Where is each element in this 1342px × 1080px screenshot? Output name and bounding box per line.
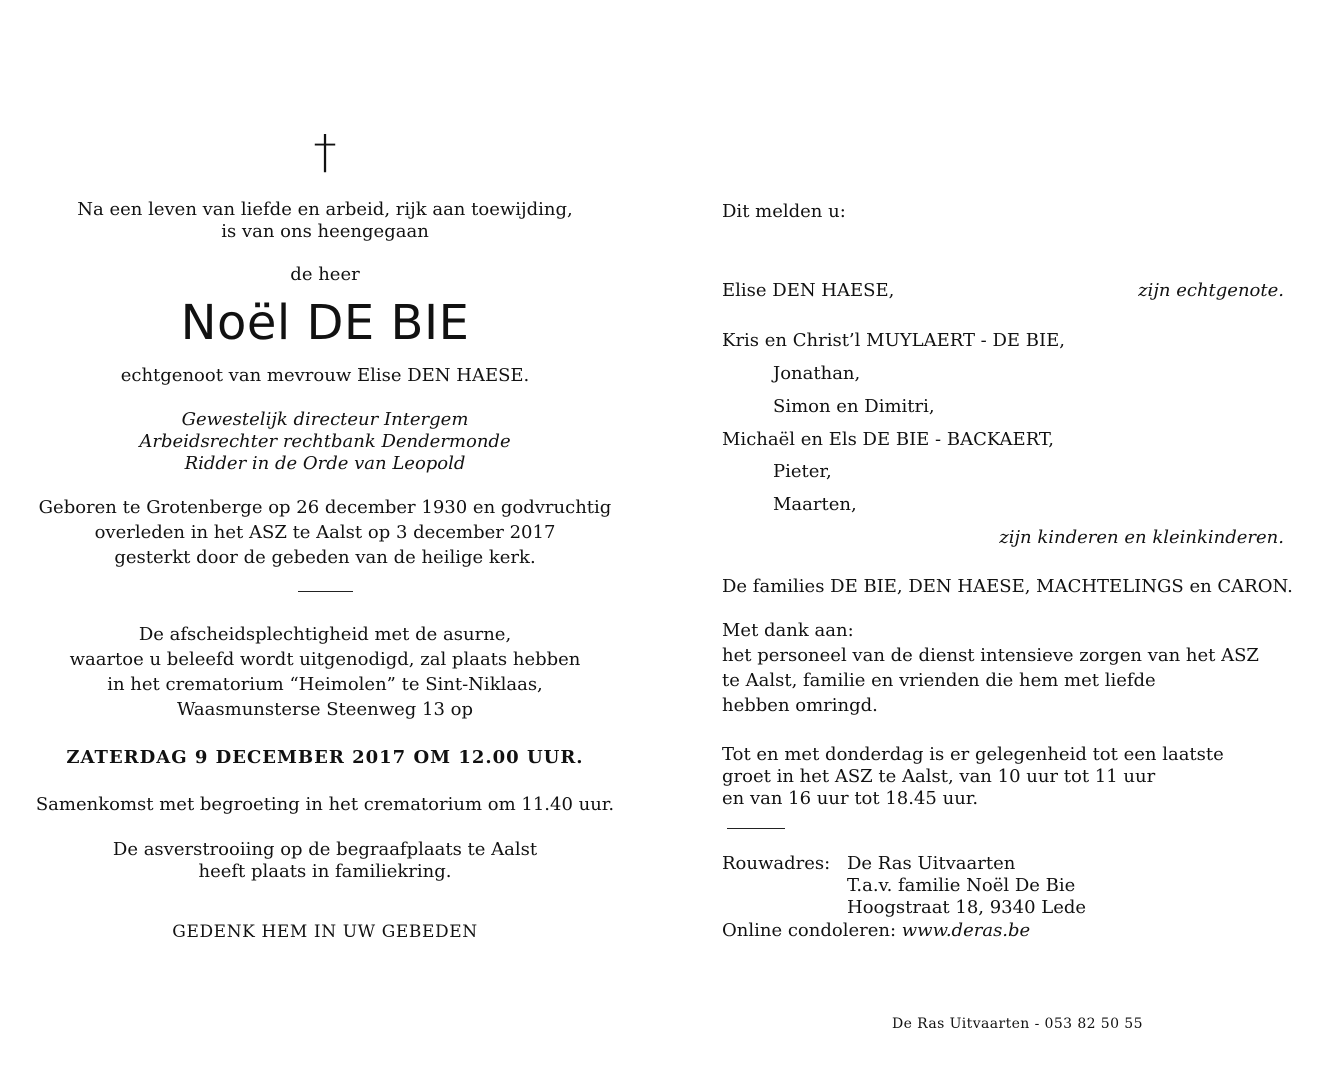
ceremony-date: ZATERDAG 9 DECEMBER 2017 OM 12.00 UUR.	[66, 747, 584, 768]
ceremony-line-1: De afscheidsplechtigheid met de asurne,	[138, 624, 512, 645]
ceremony-line-2: waartoe u beleefd wordt uitgenodigd, zal plaats hebben	[69, 649, 581, 670]
thanks-line-4: hebben omringd.	[722, 695, 878, 716]
address-line-3: Hoogstraat 18, 9340 Lede	[847, 897, 1087, 918]
divider-left	[298, 591, 353, 592]
intro-line-2: is van ons heengegaan	[221, 221, 429, 242]
grandchild-line-2: Simon en Dimitri,	[773, 396, 935, 417]
spouse-line: echtgenoot van mevrouw Elise DEN HAESE.	[120, 365, 530, 386]
title-line-3: Ridder in de Orde van Leopold	[184, 453, 466, 474]
children-relation: zijn kinderen en kleinkinderen.	[999, 527, 1284, 548]
title-line-1: Gewestelijk directeur Intergem	[181, 409, 469, 430]
families-line: De families DE BIE, DEN HAESE, MACHTELINGS en CARON.	[722, 576, 1293, 597]
prayer-line: GEDENK HEM IN UW GEBEDEN	[172, 922, 478, 942]
ceremony-line-4: Waasmunsterse Steenweg 13 op	[177, 699, 473, 720]
thanks-line-2: het personeel van de dienst intensieve zorgen van het ASZ	[722, 645, 1259, 666]
online-url-link[interactable]: www.deras.be	[901, 920, 1031, 941]
intro-line-1: Na een leven van liefde en arbeid, rijk aan toewijding,	[77, 199, 573, 220]
funeral-home-footer: De Ras Uitvaarten - 053 82 50 55	[892, 1016, 1143, 1032]
visit-line-2: groet in het ASZ te Aalst, van 10 uur tot 11 uur	[722, 766, 1156, 787]
address-line-1: De Ras Uitvaarten	[847, 853, 1016, 874]
life-line-1: Geboren te Grotenberge op 26 december 1930 en godvruchtig	[38, 497, 612, 518]
deceased-name: Noël DE BIE	[180, 295, 470, 351]
online-label: Online condoleren:	[722, 920, 902, 941]
ashes-line-2: heeft plaats in familiekring.	[198, 861, 452, 882]
divider-right	[727, 828, 785, 829]
address-label: Rouwadres:	[722, 853, 831, 874]
life-line-3: gesterkt door de gebeden van de heilige kerk.	[114, 547, 536, 568]
thanks-line-3: te Aalst, familie en vrienden die hem met liefde	[722, 670, 1156, 691]
thanks-line-1: Met dank aan:	[722, 620, 854, 641]
online-condolence	[722, 920, 1030, 942]
grandchild-line-4: Maarten,	[773, 494, 857, 515]
family-line-2: Michaël en Els DE BIE - BACKAERT,	[722, 429, 1055, 450]
title-line-2: Arbeidsrechter rechtbank Dendermonde	[139, 431, 511, 452]
life-line-2: overleden in het ASZ te Aalst op 3 december 2017	[94, 522, 556, 543]
grandchild-line-1: Jonathan,	[773, 363, 861, 384]
gathering-line: Samenkomst met begroeting in het crematorium om 11.40 uur.	[35, 794, 615, 815]
honorific: de heer	[290, 264, 360, 285]
announce-line: Dit melden u:	[722, 201, 846, 222]
cross-icon: †	[313, 125, 337, 179]
spouse-relation: zijn echtgenote.	[1138, 280, 1284, 301]
visit-line-3: en van 16 uur tot 18.45 uur.	[722, 788, 979, 809]
ceremony-line-3: in het crematorium “Heimolen” te Sint-Niklaas,	[107, 674, 543, 695]
spouse-name: Elise DEN HAESE,	[722, 280, 895, 301]
ashes-line-1: De asverstrooiing op de begraafplaats te Aalst	[112, 839, 538, 860]
address-line-2: T.a.v. familie Noël De Bie	[847, 875, 1076, 896]
grandchild-line-3: Pieter,	[773, 461, 832, 482]
visit-line-1: Tot en met donderdag is er gelegenheid tot een laatste	[722, 744, 1224, 765]
family-line-1: Kris en Christ’l MUYLAERT - DE BIE,	[722, 330, 1065, 351]
